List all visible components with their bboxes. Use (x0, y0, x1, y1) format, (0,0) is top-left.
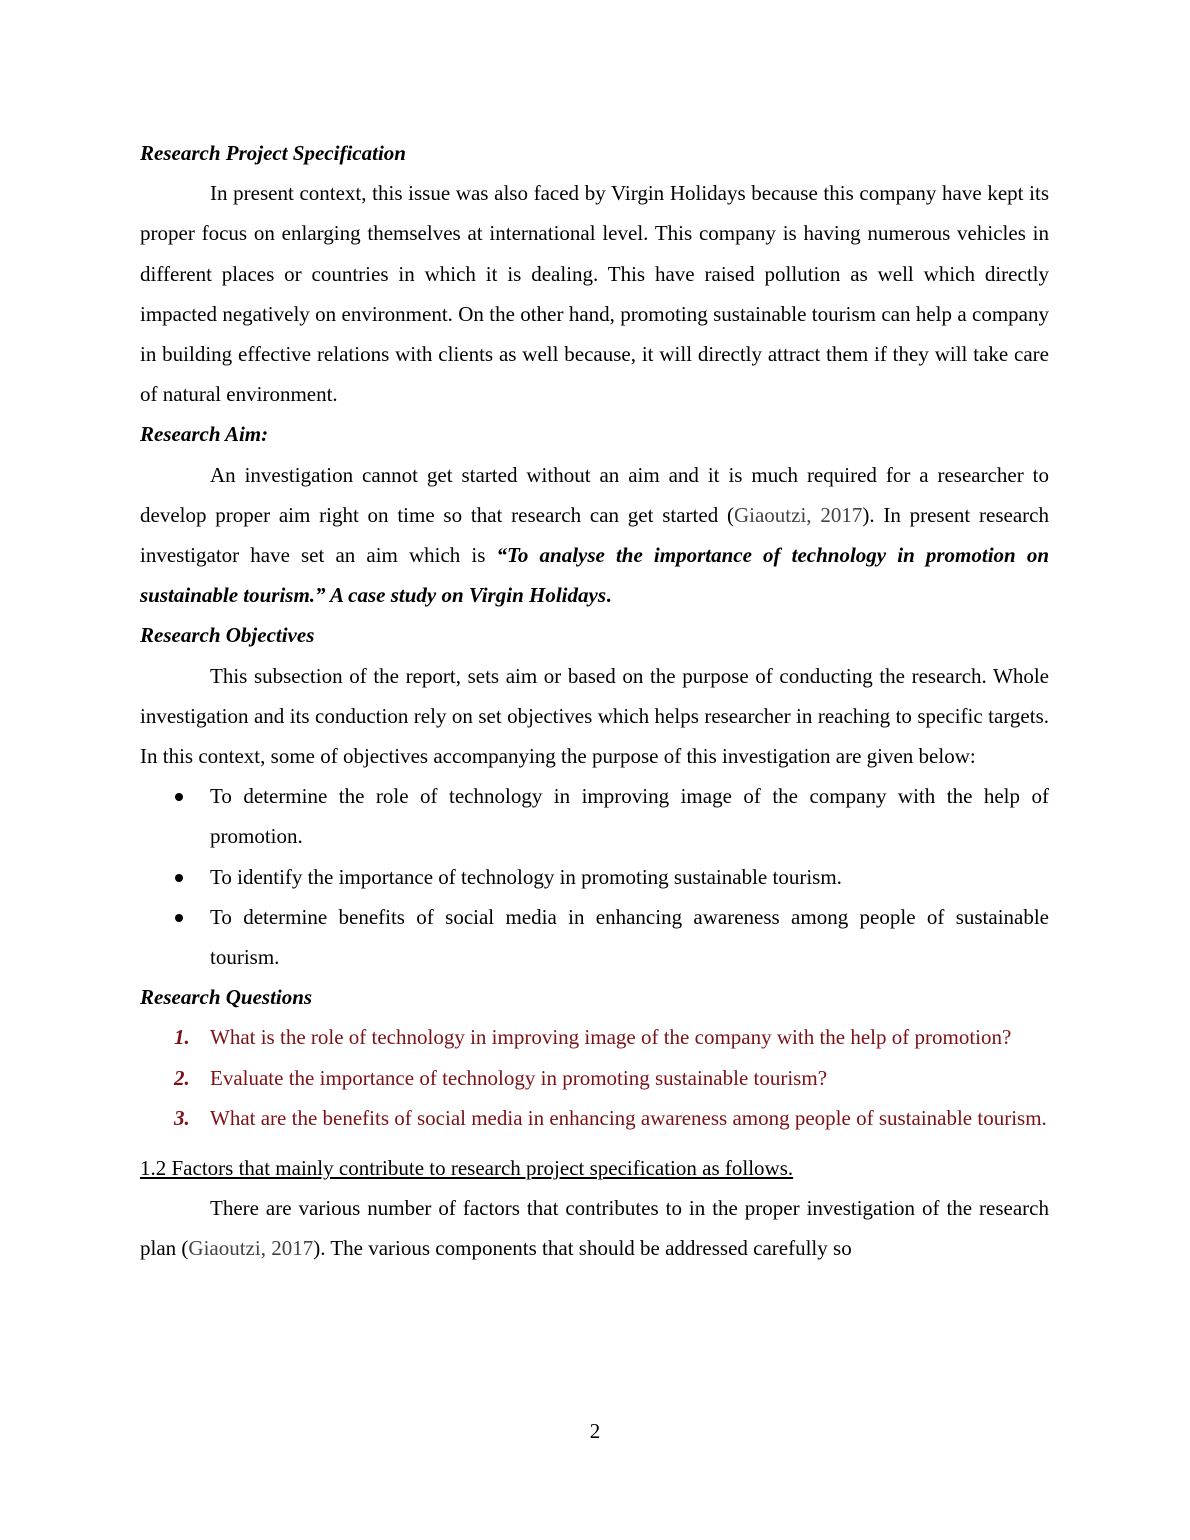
question-number: 1. (174, 1025, 190, 1050)
list-item (140, 776, 1049, 856)
factors-paragraph (140, 1188, 1049, 1268)
aim-citation: Giaoutzi, 2017 (733, 502, 863, 527)
question-text: What is the role of technology in improving image of the company with the help of promotion? (210, 1025, 1012, 1050)
aim-text-part1: An investigation cannot get started without an aim and it is much required for a researcher to develop proper aim right on time so that research can get started ( (140, 462, 1049, 527)
objective-text: To identify the importance of technology in promoting sustainable tourism. (210, 864, 842, 889)
factors-section-title: 1.2 Factors that mainly contribute to research project specification as follows. (140, 1156, 794, 1181)
factors-text-part2: ). The various components that should be addressed carefully so (313, 1236, 852, 1261)
question-number: 3. (174, 1105, 190, 1130)
aim-heading: Research Aim: (140, 422, 269, 447)
list-item (140, 1098, 1049, 1138)
document-page (140, 133, 1049, 1269)
list-item (140, 1017, 1049, 1057)
objectives-paragraph: This subsection of the report, sets aim or based on the purpose of conducting the research. Whole investigation and its conduction rely on set objectives which helps researcher in reaching to specific targets. In this context, some of objectives accompanying the purpose of this investigation are given below: (140, 663, 1049, 769)
bullet-icon (175, 914, 183, 922)
list-item (140, 897, 1049, 977)
aim-statement: “To analyse the importance of technology in promotion on sustainable tourism.” A case study on Virgin Holidays (140, 543, 1049, 608)
bullet-icon (175, 874, 183, 882)
factors-citation: Giaoutzi, 2017 (188, 1236, 314, 1261)
list-item (140, 1058, 1049, 1098)
spec-heading: Research Project Specification (140, 141, 406, 165)
spec-paragraph: In present context, this issue was also faced by Virgin Holidays because this company have kept its proper focus on enlarging themselves at international level. This company is having numerous vehicles in different places or countries in which it is dealing. This have raised pollution as well which directly impacted negatively on environment. On the other hand, promoting sustainable tourism can help a company in building effective relations with clients as well because, it will directly attract them if they will take care of natural environment. (140, 181, 1049, 407)
question-number: 2. (174, 1065, 190, 1090)
list-item (140, 857, 1049, 897)
bullet-icon (175, 793, 183, 801)
aim-text-part2: ). In present research investigator have set an aim which is (140, 502, 1049, 568)
objectives-list (140, 776, 1049, 977)
questions-heading: Research Questions (140, 985, 313, 1010)
objectives-heading: Research Objectives (140, 623, 315, 648)
objective-text: To determine the role of technology in improving image of the company with the help of promotion. (210, 784, 1049, 849)
objective-text: To determine benefits of social media in enhancing awareness among people of sustainable tourism. (210, 904, 1049, 970)
questions-list (140, 1017, 1049, 1138)
question-text: Evaluate the importance of technology in promoting sustainable tourism? (210, 1065, 828, 1090)
page-number: 2 (589, 1419, 601, 1443)
aim-paragraph (140, 455, 1049, 616)
factors-text-part1: There are various number of factors that contributes to in the proper investigation of the research plan ( (140, 1196, 1049, 1261)
aim-text-end: . (606, 583, 612, 608)
question-text: What are the benefits of social media in enhancing awareness among people of sustainable tourism. (210, 1105, 1047, 1130)
